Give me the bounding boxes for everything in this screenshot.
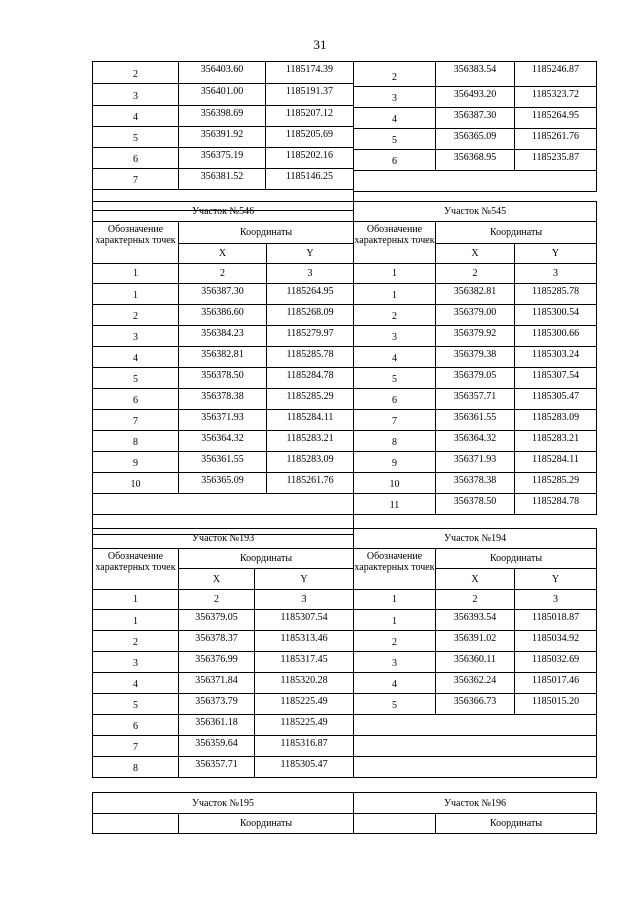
plot-title: Участок №194	[354, 529, 597, 549]
point-number: 5	[93, 368, 179, 389]
table-row	[354, 631, 597, 652]
x-value: 356387.30	[436, 108, 515, 129]
point-number: 1	[354, 284, 436, 305]
y-value: 1185261.76	[267, 473, 354, 494]
col-number: 1	[93, 264, 179, 284]
point-number: 3	[93, 84, 179, 106]
y-header: Y	[515, 569, 597, 590]
x-value: 356381.52	[179, 169, 266, 190]
y-header: Y	[515, 244, 597, 264]
table-row	[93, 757, 354, 778]
y-value: 1185305.47	[255, 757, 354, 778]
x-value: 356393.54	[436, 610, 515, 631]
table-row	[93, 84, 354, 106]
point-number: 7	[93, 736, 179, 757]
point-number: 5	[354, 368, 436, 389]
table-row	[93, 368, 354, 389]
y-value: 1185305.47	[515, 389, 597, 410]
y-value: 1185268.09	[267, 305, 354, 326]
x-value: 356378.50	[436, 494, 515, 515]
x-value: 356361.18	[179, 715, 255, 736]
x-value: 356379.00	[436, 305, 515, 326]
y-value: 1185307.54	[255, 610, 354, 631]
x-value: 356373.79	[179, 694, 255, 715]
col-number: 3	[515, 590, 597, 610]
y-value: 1185284.78	[267, 368, 354, 389]
point-number: 2	[93, 305, 179, 326]
y-value: 1185018.87	[515, 610, 597, 631]
point-number: 7	[93, 169, 179, 190]
table-row	[354, 652, 597, 673]
x-value: 356378.38	[436, 473, 515, 494]
table-row	[93, 452, 354, 473]
y-value: 1185202.16	[266, 148, 354, 169]
empty-row	[354, 171, 597, 192]
plot-title: Участок №195	[93, 793, 354, 814]
x-value: 356493.20	[436, 87, 515, 108]
y-value: 1185285.29	[515, 473, 597, 494]
plot-193-table	[92, 528, 353, 778]
plot-194-table	[353, 528, 596, 778]
x-value: 356360.11	[436, 652, 515, 673]
x-value: 356378.50	[179, 368, 267, 389]
designation-header: Обозначение характерных точек	[93, 222, 179, 264]
x-value: 356382.81	[436, 284, 515, 305]
empty-row	[93, 494, 354, 515]
point-number: 5	[354, 694, 436, 715]
x-value: 356386.60	[179, 305, 267, 326]
table-row	[354, 431, 597, 452]
empty-cell	[354, 757, 597, 778]
designation-header	[354, 814, 436, 834]
y-value: 1185235.87	[515, 150, 597, 171]
point-number: 2	[354, 62, 436, 87]
x-value: 356371.93	[179, 410, 267, 431]
y-value: 1185283.09	[515, 410, 597, 431]
empty-row	[354, 715, 597, 736]
point-number: 7	[354, 410, 436, 431]
x-value: 356398.69	[179, 106, 266, 127]
table-row	[354, 305, 597, 326]
table-row	[93, 305, 354, 326]
point-number: 1	[354, 610, 436, 631]
point-number: 6	[93, 148, 179, 169]
table-row	[354, 108, 597, 129]
coordinates-header: Координаты	[436, 814, 597, 834]
table-row	[354, 389, 597, 410]
y-value: 1185264.95	[515, 108, 597, 129]
y-value: 1185264.95	[267, 284, 354, 305]
table-row	[93, 62, 354, 84]
plot-196-table	[353, 792, 596, 834]
table-row	[93, 169, 354, 190]
y-header: Y	[267, 244, 354, 264]
x-value: 356359.64	[179, 736, 255, 757]
y-value: 1185225.49	[255, 715, 354, 736]
x-value: 356378.38	[179, 389, 267, 410]
x-value: 356379.92	[436, 326, 515, 347]
point-number: 9	[93, 452, 179, 473]
y-value: 1185174.39	[266, 62, 354, 84]
y-value: 1185225.49	[255, 694, 354, 715]
y-value: 1185320.28	[255, 673, 354, 694]
point-number: 4	[354, 108, 436, 129]
x-header: X	[436, 569, 515, 590]
y-header: Y	[255, 569, 354, 590]
table-row	[93, 284, 354, 305]
x-value: 356364.32	[436, 431, 515, 452]
table-row	[93, 736, 354, 757]
point-number: 4	[93, 347, 179, 368]
point-number: 2	[354, 631, 436, 652]
point-number: 5	[93, 127, 179, 148]
table-row	[354, 62, 597, 87]
coordinates-header: Координаты	[436, 549, 597, 569]
table-row	[354, 150, 597, 171]
empty-cell	[354, 736, 597, 757]
table-row	[354, 473, 597, 494]
table-row	[354, 410, 597, 431]
x-value: 356376.99	[179, 652, 255, 673]
table-row	[354, 494, 597, 515]
table-row	[93, 652, 354, 673]
point-number: 2	[93, 62, 179, 84]
y-value: 1185034.92	[515, 631, 597, 652]
empty-cell	[354, 715, 597, 736]
point-number: 1	[93, 284, 179, 305]
y-value: 1185284.11	[267, 410, 354, 431]
x-value: 356401.00	[179, 84, 266, 106]
y-value: 1185205.69	[266, 127, 354, 148]
point-number: 4	[93, 106, 179, 127]
y-value: 1185191.37	[266, 84, 354, 106]
x-value: 356403.60	[179, 62, 266, 84]
point-number: 11	[354, 494, 436, 515]
empty-row	[354, 757, 597, 778]
x-value: 356387.30	[179, 284, 267, 305]
x-value: 356371.84	[179, 673, 255, 694]
table-row	[354, 347, 597, 368]
point-number: 7	[93, 410, 179, 431]
x-value: 356362.24	[436, 673, 515, 694]
plot-title: Участок №545	[354, 202, 597, 222]
y-value: 1185015.20	[515, 694, 597, 715]
x-value: 356365.09	[179, 473, 267, 494]
point-number: 9	[354, 452, 436, 473]
y-value: 1185285.78	[515, 284, 597, 305]
point-number: 3	[354, 326, 436, 347]
point-number: 1	[93, 610, 179, 631]
x-value: 356368.95	[436, 150, 515, 171]
table-row	[93, 148, 354, 169]
x-value: 356375.19	[179, 148, 266, 169]
table-row	[93, 673, 354, 694]
point-number: 10	[93, 473, 179, 494]
x-value: 356383.54	[436, 62, 515, 87]
col-number: 2	[179, 264, 267, 284]
point-number: 8	[93, 757, 179, 778]
col-number: 1	[354, 590, 436, 610]
y-value: 1185032.69	[515, 652, 597, 673]
x-header: X	[436, 244, 515, 264]
table-row	[93, 610, 354, 631]
y-value: 1185285.78	[267, 347, 354, 368]
y-value: 1185017.46	[515, 673, 597, 694]
y-value: 1185246.87	[515, 62, 597, 87]
point-number: 2	[93, 631, 179, 652]
x-value: 356357.71	[179, 757, 255, 778]
plot-545-table	[353, 201, 596, 515]
point-number: 4	[354, 347, 436, 368]
point-number: 4	[354, 673, 436, 694]
point-number: 5	[93, 694, 179, 715]
x-header: X	[179, 569, 255, 590]
x-value: 356371.93	[436, 452, 515, 473]
designation-header	[93, 814, 179, 834]
y-value: 1185316.87	[255, 736, 354, 757]
coordinates-header: Координаты	[179, 222, 354, 244]
table-row	[354, 87, 597, 108]
y-value: 1185300.66	[515, 326, 597, 347]
y-value: 1185285.29	[267, 389, 354, 410]
table-row	[93, 473, 354, 494]
coordinates-header: Координаты	[179, 549, 354, 569]
x-value: 356379.05	[179, 610, 255, 631]
y-value: 1185313.46	[255, 631, 354, 652]
point-number: 10	[354, 473, 436, 494]
plot-546-table	[92, 201, 353, 535]
col-number: 2	[436, 264, 515, 284]
x-value: 356357.71	[436, 389, 515, 410]
point-number: 8	[354, 431, 436, 452]
x-value: 356378.37	[179, 631, 255, 652]
col-number: 3	[255, 590, 354, 610]
x-value: 356361.55	[179, 452, 267, 473]
empty-cell	[354, 171, 597, 192]
point-number: 6	[354, 150, 436, 171]
coords-table	[92, 61, 354, 211]
x-value: 356361.55	[436, 410, 515, 431]
y-value: 1185284.78	[515, 494, 597, 515]
continuation-table-right	[353, 61, 596, 192]
page-number: 31	[313, 37, 327, 52]
empty-cell	[93, 494, 354, 515]
designation-header: Обозначение характерных точек	[93, 549, 179, 590]
point-number: 6	[93, 389, 179, 410]
y-value: 1185279.97	[267, 326, 354, 347]
x-value: 356391.02	[436, 631, 515, 652]
x-value: 356391.92	[179, 127, 266, 148]
point-number: 3	[93, 652, 179, 673]
x-value: 356379.38	[436, 347, 515, 368]
y-value: 1185307.54	[515, 368, 597, 389]
table-row	[93, 127, 354, 148]
x-header: X	[179, 244, 267, 264]
table-row	[93, 326, 354, 347]
y-value: 1185284.11	[515, 452, 597, 473]
col-number: 3	[515, 264, 597, 284]
designation-header: Обозначение характерных точек	[354, 222, 436, 264]
point-number: 5	[354, 129, 436, 150]
coordinates-header: Координаты	[179, 814, 354, 834]
table-row	[93, 694, 354, 715]
col-number: 1	[354, 264, 436, 284]
y-value: 1185283.21	[267, 431, 354, 452]
y-value: 1185317.45	[255, 652, 354, 673]
table-row	[354, 610, 597, 631]
y-value: 1185283.21	[515, 431, 597, 452]
y-value: 1185207.12	[266, 106, 354, 127]
plot-title: Участок №546	[93, 202, 354, 222]
point-number: 2	[354, 305, 436, 326]
y-value: 1185300.54	[515, 305, 597, 326]
table-row	[93, 106, 354, 127]
point-number: 6	[93, 715, 179, 736]
point-number: 3	[354, 87, 436, 108]
table-row	[93, 410, 354, 431]
point-number: 4	[93, 673, 179, 694]
designation-header: Обозначение характерных точек	[354, 549, 436, 590]
table-row	[354, 129, 597, 150]
table-row	[93, 631, 354, 652]
table-row	[93, 389, 354, 410]
table-row	[354, 368, 597, 389]
table-row	[354, 673, 597, 694]
plot-title: Участок №193	[93, 529, 354, 549]
table-row	[93, 431, 354, 452]
x-value: 356365.09	[436, 129, 515, 150]
table-row	[93, 715, 354, 736]
x-value: 356379.05	[436, 368, 515, 389]
y-value: 1185303.24	[515, 347, 597, 368]
col-number: 1	[93, 590, 179, 610]
col-number: 2	[179, 590, 255, 610]
table-row	[354, 452, 597, 473]
point-number: 3	[354, 652, 436, 673]
continuation-table-left	[92, 61, 353, 211]
y-value: 1185323.72	[515, 87, 597, 108]
x-value: 356384.23	[179, 326, 267, 347]
y-value: 1185146.25	[266, 169, 354, 190]
table-row	[93, 347, 354, 368]
col-number: 3	[267, 264, 354, 284]
y-value: 1185283.09	[267, 452, 354, 473]
x-value: 356366.73	[436, 694, 515, 715]
coords-table	[353, 61, 597, 192]
table-row	[354, 694, 597, 715]
table-row	[354, 284, 597, 305]
plot-title: Участок №196	[354, 793, 597, 814]
plot-195-table	[92, 792, 353, 834]
table-row	[354, 326, 597, 347]
x-value: 356364.32	[179, 431, 267, 452]
continuation-tables	[92, 61, 596, 187]
x-value: 356382.81	[179, 347, 267, 368]
y-value: 1185261.76	[515, 129, 597, 150]
col-number: 2	[436, 590, 515, 610]
point-number: 3	[93, 326, 179, 347]
point-number: 6	[354, 389, 436, 410]
empty-row	[354, 736, 597, 757]
point-number: 8	[93, 431, 179, 452]
coordinates-header: Координаты	[436, 222, 597, 244]
